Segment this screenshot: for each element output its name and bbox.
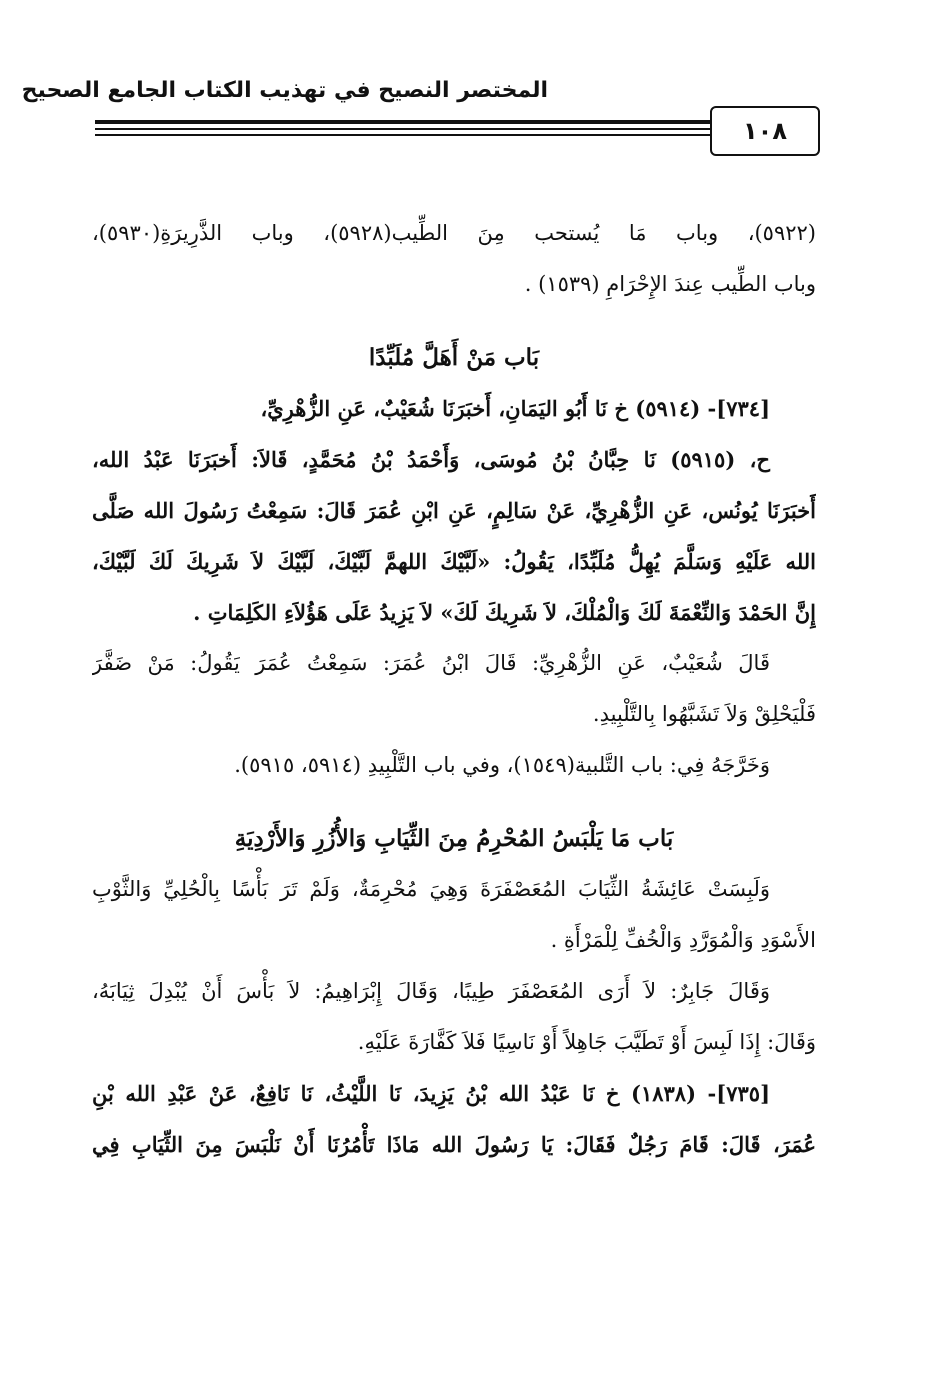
text-line: وَقَالَ: إِذَا لَبِسَ أَوْ تَطَيَّبَ جَاهِلاً أَوْ نَاسِيًا فَلاَ كَفَّارَةَ عَلَيْهِ. [357, 1030, 816, 1054]
page-body [92, 208, 816, 1170]
takhrij-line: وَخَرَّجَهُ فِي: باب التَّلبية(١٥٤٩)، وفي باب التَّلْبِيدِ (٥٩١٤، ٥٩١٥). [234, 753, 770, 777]
chapter-heading: بَاب مَنْ أَهَلَّ مُلَبِّدًا [368, 344, 540, 371]
text-line: وَلَبِسَتْ عَائِشَةُ الثِّيَابَ المُعَصْفَرَةَ وَهِيَ مُحْرِمَةٌ، وَلَمْ تَرَ بَأْسًا بِالْحُلِيِّ وَالثَّوْبِ [92, 877, 770, 901]
text-line: وَقَالَ جَابِرٌ: لاَ أَرَى المُعَصْفَرَ طِيبًا، وَقَالَ إِبْرَاهِيمُ: لاَ بَأْسَ أَنْ يُبْدِلَ ثِيَابَهُ، [92, 979, 770, 1003]
hadith-line: [٧٣٤]- (٥٩١٤) خ نَا أَبُو اليَمَانِ، أَخبَرَنَا شُعَيْبٌ، عَنِ الزُّهْرِيِّ، [260, 396, 770, 421]
running-header-title: المختصر النصيح في تهذيب الكتاب الجامع الصحيح [21, 78, 548, 103]
hadith-line: عُمَرَ، قَالَ: قَامَ رَجُلٌ فَقَالَ: يَا رَسُولَ الله مَاذَا تَأْمُرُنَا أَنْ نَلْبَسَ مِنَ الثِّيَابِ فِي [92, 1132, 816, 1157]
hadith-line: [٧٣٥]- (١٨٣٨) خ نَا عَبْدُ الله بْنُ يَزِيدَ، نَا اللَّيْثُ، نَا نَافِعٌ، عَنْ عَبْدِ الله بْنِ [92, 1081, 770, 1106]
header-rule-thin-1 [95, 128, 711, 130]
page-number-frame [710, 106, 820, 156]
hadith-line: إِنَّ الحَمْدَ وَالنِّعْمَةَ لَكَ وَالْمُلْكَ، لاَ شَرِيكَ لَكَ» لاَ يَزِيدُ عَلَى هَؤُلاَءِ الكَلِمَاتِ . [193, 600, 816, 625]
header-rule-thick [95, 120, 711, 124]
header-rule-thin-2 [95, 134, 711, 136]
text-line: فَلْيَحْلِقْ وَلاَ تَشَبَّهُوا بِالتَّلْبِيدِ. [592, 702, 816, 726]
text-line: قَالَ شُعَيْبٌ، عَنِ الزُّهْرِيِّ: قَالَ ابْنُ عُمَرَ: سَمِعْتُ عُمَرَ يَقُولُ: مَنْ ضَفَّرَ [92, 651, 770, 675]
hadith-line: ح، (٥٩١٥) نَا حِبَّانُ بْنُ مُوسَى، وَأَحْمَدُ بْنُ مُحَمَّدٍ، قَالاَ: أَخبَرَنَا عَبْدُ الله، [92, 447, 770, 472]
chapter-heading: بَاب مَا يَلْبَسُ المُحْرِمُ مِنَ الثِّيَابِ وَالأُزُرِ وَالأَرْدِيَةِ [234, 825, 674, 852]
text-line: الأَسْوَدِ وَالْمُوَرَّدِ وَالْخُفِّ لِلْمَرْأَةِ . [550, 928, 816, 952]
hadith-line: الله عَلَيْهِ وَسَلَّمَ يُهِلُّ مُلَبِّدًا، يَقُولُ: «لَبَّيْكَ اللهمَّ لَبَّيْكَ، لَبَّيْكَ لاَ شَرِيكَ لَكَ لَبَّيْكَ، [92, 549, 816, 574]
text-line: وباب الطِّيب عِندَ الإِحْرَامِ (١٥٣٩) . [524, 272, 816, 296]
page-number: ١٠٨ [743, 117, 787, 145]
text-line: (٥٩٢٢)، وباب مَا يُستحب مِنَ الطِّيب(٥٩٢٨)، وباب الذَّرِيرَةِ(٥٩٣٠)، [92, 221, 816, 245]
hadith-line: أَخبَرَنَا يُونُس، عَنِ الزُّهْرِيِّ، عَنْ سَالِمٍ، عَنِ ابْنِ عُمَرَ قَالَ: سَمِعْتُ رَسُولَ الله صَلَّى [92, 498, 816, 523]
